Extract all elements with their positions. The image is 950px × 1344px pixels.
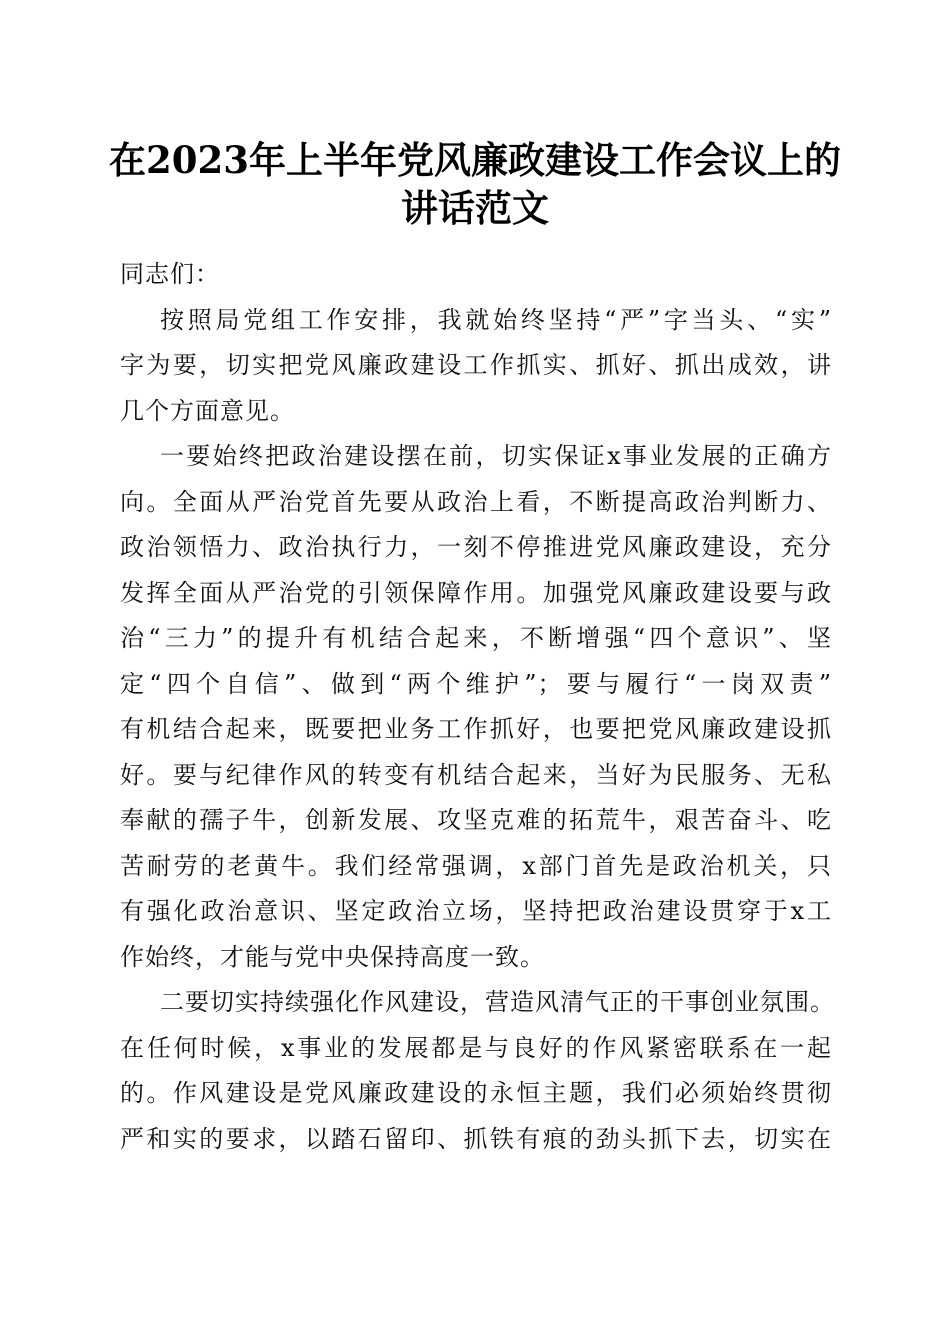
paragraph-3-line-4: 严和实的要求，以踏石留印、抓铁有痕的劲头抓下去，切实在	[120, 1124, 832, 1153]
paragraph-2-line-8: 好。要与纪律作风的转变有机结合起来，当好为民服务、无私	[120, 760, 832, 789]
paragraph-1-line-2: 字为要，切实把党风廉政建设工作抓实、抓好、抓出成效，讲	[120, 351, 832, 379]
paragraph-2-line-2: 向。全面从严治党首先要从政治上看，不断提高政治判断力、	[120, 487, 832, 516]
paragraph-2-line-10: 苦耐劳的老黄牛。我们经常强调，x部门首先是政治机关，只	[120, 851, 832, 880]
paragraph-2-line-6: 定“四个自信”、做到“两个维护”；要与履行“一岗双责”	[120, 669, 832, 698]
paragraph-1-line-1: 按照局党组工作安排，我就始终坚持“严”字当头、“实”	[160, 305, 832, 334]
document-body	[120, 252, 835, 1162]
paragraph-2-line-1: 一要始终把政治建设摆在前，切实保证x事业发展的正确方	[160, 442, 832, 470]
paragraph-2-line-7: 有机结合起来，既要把业务工作抓好，也要把党风廉政建设抓	[120, 715, 832, 743]
document-title-line-2: 讲话范文	[401, 186, 549, 230]
paragraph-2-line-12: 作始终，才能与党中央保持高度一致。	[120, 942, 545, 971]
document-title-line-1: 在2023年上半年党风廉政建设工作会议上的	[109, 138, 841, 182]
paragraph-2-line-11: 有强化政治意识、坚定政治立场，坚持把政治建设贯穿于x工	[120, 897, 832, 925]
paragraph-3-line-2: 在任何时候，x事业的发展都是与良好的作风紧密联系在一起	[120, 1033, 832, 1062]
paragraph-3-line-3: 的。作风建设是党风廉政建设的永恒主题，我们必须始终贯彻	[120, 1079, 832, 1107]
salutation: 同志们：	[120, 260, 220, 288]
paragraph-1-line-3: 几个方面意见。	[120, 396, 295, 425]
paragraph-2-line-4: 发挥全面从严治党的引领保障作用。加强党风廉政建设要与政	[120, 578, 832, 607]
paragraph-3-line-1: 二要切实持续强化作风建设，营造风清气正的干事创业氛围。	[160, 988, 835, 1016]
paragraph-2-line-3: 政治领悟力、政治执行力，一刻不停推进党风廉政建设，充分	[120, 533, 832, 561]
paragraph-2-line-5: 治“三力”的提升有机结合起来，不断增强“四个意识”、坚	[120, 624, 832, 652]
paragraph-2-line-9: 奉献的孺子牛，创新发展、攻坚克难的拓荒牛，艰苦奋斗、吃	[120, 806, 832, 834]
